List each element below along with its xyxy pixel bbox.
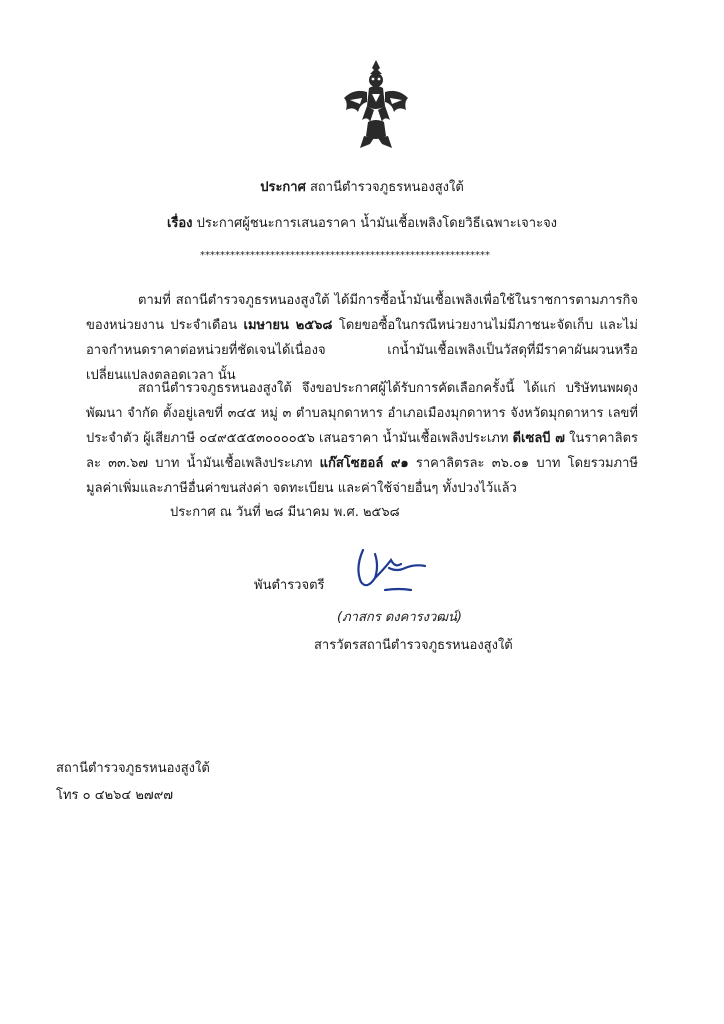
announcement-org: สถานีตำรวจภูธรหนองสูงใต้: [309, 180, 464, 195]
p2-text-a: สถานีตำรวจภูธรหนองสูงใต้ จึงขอประกาศผู้ได้รับการคัดเลือกครั้งนี้ ได้แก่ บริษัทนพผดุงพัฒนา จำกัด ตั้งอยู่เลขที่ ๓๔๕ หมู่ ๓ ตำบลมุกดาหาร อำเภอเมืองมุกดาหาร จังหวัดมุกดาหาร เลขที่ประจำตัว ผู้เสียภาษี ๐๔๙๕๕๕๓๐๐๐๐๕๖ เสนอราคา น้ำมันเชื้อเพลิงประเภท: [86, 381, 638, 446]
announcement-label: ประกาศ: [260, 180, 306, 195]
p2-text-b: ในราคาลิตรละ ๓๓.๖๗ บาท น้ำมันเชื้อเพลิงประเภท: [86, 431, 639, 471]
signatory-title: สารวัตรสถานีตำรวจภูธรหนองสูงใต้: [314, 638, 513, 653]
signatory-name: (ภาสกร ดงคารงวฒน์): [337, 610, 462, 625]
p1-text-a: ตามที่ สถานีตำรวจภูธรหนองสูงใต้ ได้มีการซื้อน้ำมันเชื้อเพลิงเพื่อใช้ในราชการตามภารกิจของหน่วยงาน ประจำเดือน: [86, 293, 638, 333]
announcement-heading: [0, 180, 724, 196]
date-line: ประกาศ ณ วันที่ ๒๘ มีนาคม พ.ศ. ๒๕๖๘: [170, 505, 400, 520]
p1-text-b: โดยขอซื้อในกรณีหน่วยงานไม่มีภาชนะจัดเก็บ และไม่อาจกำหนดราคาต่อหน่วยที่ชัดเจนได้เนื่องจ เกน้ำมันเชื้อเพลิงเป็นวัสดุที่มีราคาผันผวนหรือเปลี่ยนแปลงตลอดเวลา นั้น: [86, 318, 638, 383]
footer-org: สถานีตำรวจภูธรหนองสูงใต้: [56, 761, 210, 776]
signature-rank: พันตำรวจตรี: [254, 578, 325, 593]
subject-text: ประกาศผู้ชนะการเสนอราคา น้ำมันเชื้อเพลิงโดยวิธีเฉพาะเจาะจง: [196, 216, 558, 231]
footer-phone: โทร ๐ ๔๒๖๔ ๒๗๙๗: [56, 788, 174, 803]
garuda-emblem-icon: [340, 58, 412, 150]
subject-label: เรื่อง: [166, 216, 193, 231]
separator-line: **********************************************************: [200, 250, 490, 261]
p2-gasohol: แก๊สโซฮอล์ ๙๑: [319, 456, 409, 471]
paragraph-1: [86, 288, 638, 388]
subject-line: [0, 216, 724, 232]
p1-month: เมษายน ๒๕๖๘: [243, 318, 333, 333]
handwritten-signature: [345, 538, 435, 608]
paragraph-2: [86, 376, 638, 501]
p2-text-c: ราคาลิตรละ ๓๖.๐๑ บาท โดยรวมภาษีมูลค่าเพิ่มและภาษีอื่นค่าขนส่งค่า จดทะเบียน และค่าใช้จ่ายอื่นๆ ทั้งปวงไว้แล้ว: [86, 456, 638, 496]
p2-diesel: ดีเซลบี ๗: [512, 431, 565, 446]
